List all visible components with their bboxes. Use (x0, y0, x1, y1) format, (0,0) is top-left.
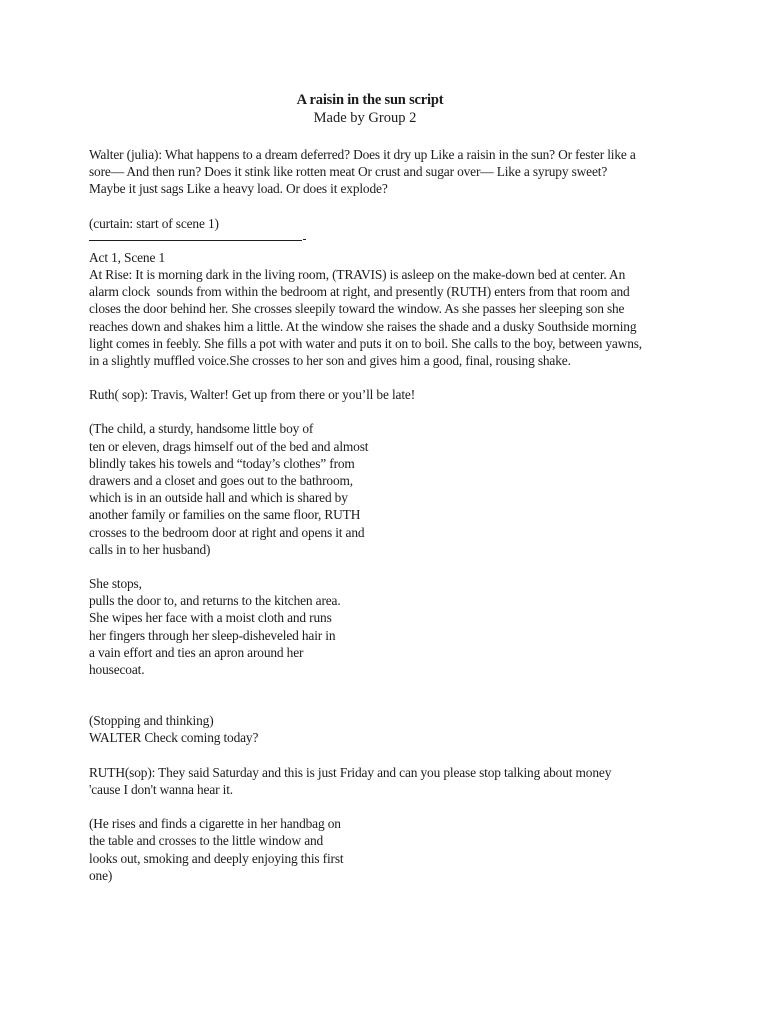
stage-direction-line: (He rises and finds a cigarette in her handbag on (89, 816, 341, 832)
stage-direction-line: her fingers through her sleep-disheveled hair in (89, 627, 336, 643)
stage-direction-line: pulls the door to, and returns to the kitchen area. (89, 593, 341, 609)
stage-direction-line: She stops, (89, 576, 142, 592)
stage-direction-line: calls in to her husband) (89, 541, 211, 557)
intro-line: Walter (julia): What happens to a dream deferred? Does it dry up Like a raisin in the sun? Or fester like a (89, 147, 636, 162)
at-rise-line: At Rise: It is morning dark in the living room, (TRAVIS) is asleep on the make-down bed at center. An (89, 267, 626, 283)
ruth-line: Ruth( sop): Travis, Walter! Get up from there or you’ll be late! (89, 387, 416, 403)
act-heading-line: Act 1, Scene 1 (89, 249, 165, 265)
script-body (89, 146, 689, 884)
stage-direction-line: housecoat. (89, 662, 145, 678)
stage-direction-line: blindly takes his towels and “today’s clothes” from (89, 455, 355, 471)
curtain-note (89, 215, 689, 232)
ruth-dialogue-1 (89, 386, 689, 403)
stage-direction-line: (Stopping and thinking) (89, 713, 214, 729)
at-rise-paragraph (89, 266, 689, 369)
document-subtitle: Made by Group 2 (313, 110, 417, 126)
stage-direction-child (89, 420, 689, 558)
stage-direction-line: looks out, smoking and deeply enjoying this first (89, 850, 344, 866)
walter-line: WALTER Check coming today? (89, 730, 259, 746)
at-rise-line: in a slightly muffled voice.She crosses to her son and gives him a good, final, rousing shake. (89, 353, 571, 369)
section-divider (89, 240, 302, 241)
ruth-dialogue-2 (89, 764, 689, 798)
stage-direction-stops (89, 575, 689, 678)
at-rise-line: closes the door behind her. She crosses sleepily toward the window. As she passes her sleeping son she (89, 301, 625, 317)
stage-direction-line: crosses to the bedroom door at right and opens it and (89, 524, 365, 540)
stage-direction-line: which is in an outside hall and which is shared by (89, 490, 348, 506)
stage-direction-line: one) (89, 867, 113, 883)
intro-line: Maybe it just sags Like a heavy load. Or does it explode? (89, 181, 388, 197)
intro-line: sore— And then run? Does it stink like rotten meat Or crust and sugar over— Like a syrupy sweet? (89, 164, 608, 180)
stage-direction-line: (The child, a sturdy, handsome little boy of (89, 421, 314, 437)
stage-direction-line: ten or eleven, drags himself out of the bed and almost (89, 438, 369, 454)
walter-dialogue (89, 712, 689, 746)
stage-direction-line: drawers and a closet and goes out to the bathroom, (89, 473, 353, 489)
at-rise-line: alarm clock sounds from within the bedroom at right, and presently (RUTH) enters from that room and (89, 284, 630, 300)
stage-direction-line: another family or families on the same floor, RUTH (89, 507, 361, 523)
ruth-line: RUTH(sop): They said Saturday and this is just Friday and can you please stop talking about money (89, 764, 612, 780)
at-rise-line: reaches down and shakes him a little. At the window she raises the shade and a dusky Southside morning (89, 318, 637, 334)
stage-direction-line: the table and crosses to the little window and (89, 833, 324, 849)
intro-poem-paragraph (89, 146, 689, 198)
ruth-line: 'cause I don't wanna hear it. (89, 781, 233, 797)
stage-direction-line: a vain effort and ties an apron around her (89, 644, 304, 660)
stage-direction-cigarette (89, 815, 689, 884)
divider-tick (303, 239, 306, 240)
document-title: A raisin in the sun script (296, 92, 444, 108)
curtain-line: (curtain: start of scene 1) (89, 215, 219, 231)
act-heading (89, 249, 689, 266)
stage-direction-line: She wipes her face with a moist cloth and runs (89, 610, 332, 626)
at-rise-line: light comes in feebly. She fills a pot with water and puts it on to boil. She calls to the boy, between yawns, (89, 335, 642, 351)
